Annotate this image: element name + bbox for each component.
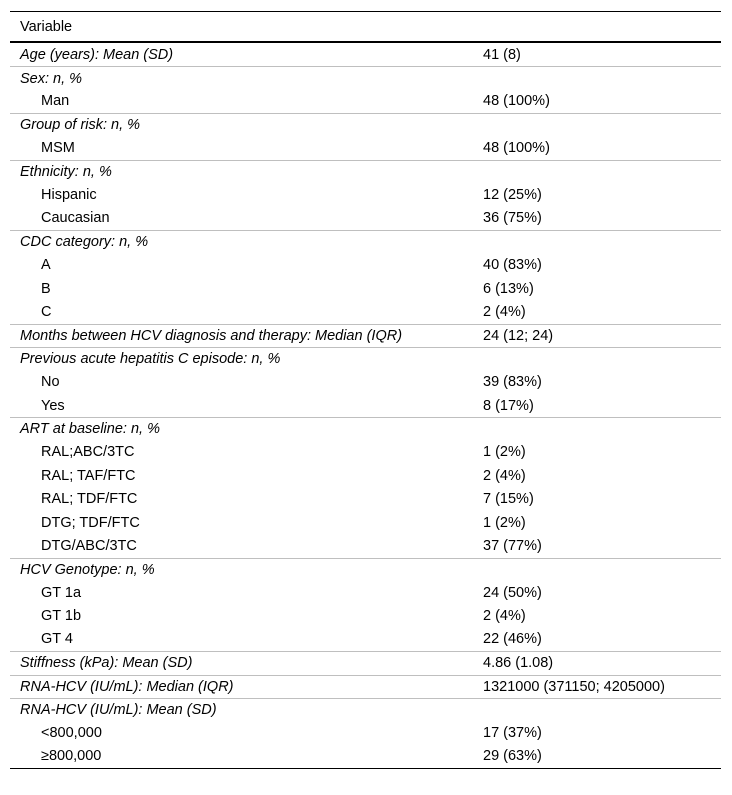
row-value: 48 (100%) (483, 93, 550, 110)
table-row (10, 581, 721, 604)
row-label: Group of risk: n, % (20, 117, 141, 134)
row-value: 2 (4%) (483, 467, 526, 484)
table-row (10, 464, 721, 487)
table-category-row (10, 66, 721, 89)
table-row (10, 511, 721, 534)
row-label: <800,000 (41, 725, 102, 742)
table-category-row (10, 675, 721, 698)
row-value: 1 (2%) (483, 514, 526, 531)
table-category-row (10, 347, 721, 370)
row-value: 1321000 (371150; 4205000) (483, 678, 665, 695)
baseline-characteristics-table (10, 11, 721, 769)
table-row (10, 183, 721, 206)
row-value: 6 (13%) (483, 280, 534, 297)
row-value: 17 (37%) (483, 725, 542, 742)
table-category-row (10, 698, 721, 721)
table-row (10, 254, 721, 277)
row-value: 37 (77%) (483, 537, 542, 554)
row-label: Ethnicity: n, % (20, 164, 112, 181)
table-row (10, 370, 721, 393)
table-category-row (10, 230, 721, 253)
row-value: 24 (50%) (483, 584, 542, 601)
row-value: 41 (8) (483, 46, 521, 63)
row-label: Man (41, 93, 70, 110)
table-row (10, 441, 721, 464)
row-label: Sex: n, % (20, 70, 83, 87)
row-value: 8 (17%) (483, 397, 534, 414)
row-label: A (41, 257, 51, 274)
header-variable-label: Variable (20, 18, 73, 35)
row-value: 4.86 (1.08) (483, 655, 554, 672)
row-label: RAL;ABC/3TC (41, 444, 135, 461)
row-label: RAL; TAF/FTC (41, 467, 136, 484)
row-label: Previous acute hepatitis C episode: n, % (20, 351, 281, 368)
row-value: 7 (15%) (483, 491, 534, 508)
row-label: MSM (41, 140, 75, 157)
table-row (10, 745, 721, 768)
row-value: 39 (83%) (483, 374, 542, 391)
row-label: CDC category: n, % (20, 234, 149, 251)
table-row (10, 721, 721, 744)
row-label: ART at baseline: n, % (20, 421, 160, 438)
row-label: Yes (41, 397, 65, 414)
table-row (10, 604, 721, 627)
row-label: RAL; TDF/FTC (41, 491, 138, 508)
row-value: 2 (4%) (483, 608, 526, 625)
table-category-row (10, 160, 721, 183)
table-row (10, 534, 721, 557)
table-row (10, 277, 721, 300)
table-category-row (10, 324, 721, 347)
table-category-row (10, 651, 721, 674)
row-label: Hispanic (41, 187, 97, 204)
table-row (10, 487, 721, 510)
table-category-row (10, 43, 721, 66)
table-row (10, 300, 721, 323)
row-value: 48 (100%) (483, 140, 550, 157)
table-category-row (10, 417, 721, 440)
row-value: 22 (46%) (483, 631, 542, 648)
row-value: 40 (83%) (483, 257, 542, 274)
row-value: 2 (4%) (483, 303, 526, 320)
row-label: Months between HCV diagnosis and therapy: Median (IQR) (20, 327, 403, 344)
row-label: DTG; TDF/FTC (41, 514, 140, 531)
table-category-row (10, 113, 721, 136)
row-label: RNA-HCV (IU/mL): Median (IQR) (20, 678, 234, 695)
row-label: DTG/ABC/3TC (41, 537, 137, 554)
row-value: 12 (25%) (483, 187, 542, 204)
table-row (10, 137, 721, 160)
row-value: 29 (63%) (483, 748, 542, 765)
row-label: RNA-HCV (IU/mL): Mean (SD) (20, 702, 217, 719)
table-row (10, 394, 721, 417)
row-label: B (41, 280, 51, 297)
row-label: GT 4 (41, 631, 73, 648)
row-value: 1 (2%) (483, 444, 526, 461)
table-row (10, 90, 721, 113)
table-row (10, 628, 721, 651)
table-bottom-rule (10, 768, 721, 769)
row-label: No (41, 374, 60, 391)
row-value: 24 (12; 24) (483, 327, 554, 344)
table-category-row (10, 558, 721, 581)
row-label: GT 1a (41, 584, 82, 601)
table-header (10, 12, 721, 43)
row-label: Stiffness (kPa): Mean (SD) (20, 655, 193, 672)
row-label: GT 1b (41, 608, 82, 625)
table-body (10, 43, 721, 768)
row-label: Age (years): Mean (SD) (20, 46, 174, 63)
row-label: HCV Genotype: n, % (20, 561, 155, 578)
row-label: Caucasian (41, 210, 110, 227)
row-label: C (41, 303, 52, 320)
row-label: ≥800,000 (41, 748, 102, 765)
table-row (10, 207, 721, 230)
row-value: 36 (75%) (483, 210, 542, 227)
